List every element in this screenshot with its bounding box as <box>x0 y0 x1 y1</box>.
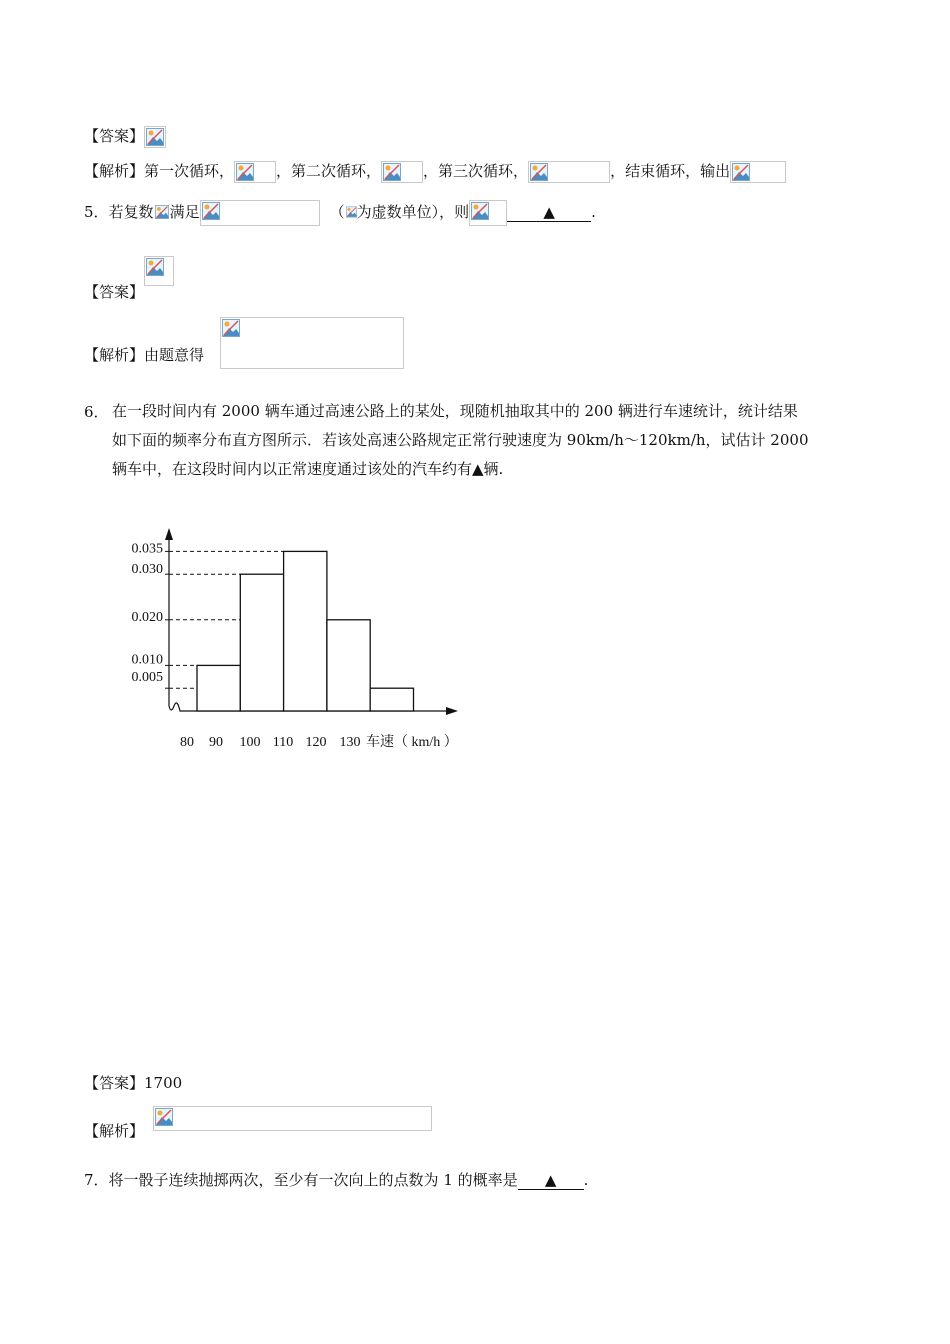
broken-image-icon <box>469 200 507 226</box>
analysis-tag: 【解析】 <box>84 162 145 180</box>
broken-image-icon <box>528 161 610 183</box>
broken-image-icon <box>381 161 423 183</box>
histogram-bar <box>197 665 240 711</box>
q4-answer-line <box>84 126 166 148</box>
answer-value: 1700 <box>144 1074 183 1092</box>
q6-analysis-label <box>84 1121 144 1141</box>
question-text: 满足 <box>169 203 200 221</box>
question-number: 5． <box>84 203 109 221</box>
broken-image-icon <box>234 161 276 183</box>
broken-image-icon <box>154 204 170 222</box>
x-tick-label: 90 <box>209 735 223 750</box>
analysis-text: ，结束循环，输出 <box>610 162 731 180</box>
question-text: 将一骰子连续抛掷两次，至少有一次向上的点数为 1 的概率是 <box>108 1171 518 1189</box>
y-tick-label: 0.030 <box>131 562 163 578</box>
q6-line-3: 辆车中，在这段时间内以正常速度通过该处的汽车约有▲辆. <box>112 460 504 478</box>
answer-tag: 【答案】 <box>84 283 145 301</box>
question-text: 若复数 <box>108 203 154 221</box>
analysis-text: 第一次循环， <box>144 162 235 180</box>
analysis-tag: 【解析】 <box>84 346 145 364</box>
question-number: 7． <box>84 1171 109 1189</box>
broken-image-icon <box>153 1106 432 1131</box>
q5-line <box>84 200 596 226</box>
frequency-histogram <box>110 520 480 760</box>
q6-text <box>112 397 864 484</box>
analysis-text: ，第三次循环， <box>423 162 529 180</box>
y-axis-arrow-icon <box>165 528 173 540</box>
y-tick-label: 0.035 <box>131 541 163 557</box>
q6-line-1: 在一段时间内有 2000 辆车通过高速公路上的某处，现随机抽取其中的 200 辆进行车速统计，统计结果 <box>112 402 798 420</box>
question-number: 6． <box>84 403 109 421</box>
x-tick-label: 100 <box>239 735 261 750</box>
x-axis-label: 车速（ km/h ） <box>366 735 458 750</box>
y-tick-label: 0.005 <box>131 670 163 686</box>
answer-blank: ▲ <box>507 203 591 222</box>
analysis-text: 由题意得 <box>144 346 205 364</box>
answer-tag: 【答案】 <box>84 127 145 145</box>
histogram-bar <box>370 688 413 711</box>
broken-image-icon <box>345 204 357 222</box>
question-text: 为虚数单位），则 <box>356 203 470 221</box>
histogram-bar <box>284 551 327 711</box>
q7-line <box>84 1170 588 1190</box>
q5-answer-line <box>84 256 174 302</box>
analysis-tag: 【解析】 <box>84 1122 145 1140</box>
y-tick-label: 0.020 <box>131 609 163 625</box>
answer-blank: ▲ <box>518 1171 584 1190</box>
broken-image-icon <box>730 161 786 183</box>
q4-analysis-line <box>84 161 786 183</box>
q6-answer-line <box>84 1073 182 1093</box>
broken-image-icon <box>220 317 404 369</box>
x-tick-label: 120 <box>305 735 327 750</box>
q5-analysis-label <box>84 345 204 365</box>
histogram-bar <box>327 620 370 711</box>
q6-line-2: 如下面的频率分布直方图所示．若该处高速公路规定正常行驶速度为 90km/h～120km/h，试估计 2000 <box>112 431 809 449</box>
x-tick-label: 110 <box>272 735 294 750</box>
y-tick-label: 0.010 <box>131 652 163 668</box>
histogram-bar <box>240 574 283 711</box>
x-axis-arrow-icon <box>446 707 458 715</box>
x-tick-label: 130 <box>339 735 361 750</box>
analysis-text: ，第二次循环， <box>276 162 382 180</box>
broken-image-icon <box>200 200 320 226</box>
axis-break-icon <box>169 703 184 711</box>
broken-image-icon <box>144 256 174 286</box>
question-text: （ <box>329 203 345 221</box>
question-end: . <box>583 1171 589 1189</box>
question-end: . <box>591 203 596 221</box>
x-tick-label: 80 <box>180 735 194 750</box>
broken-image-icon <box>144 126 166 148</box>
answer-tag: 【答案】 <box>84 1074 145 1092</box>
